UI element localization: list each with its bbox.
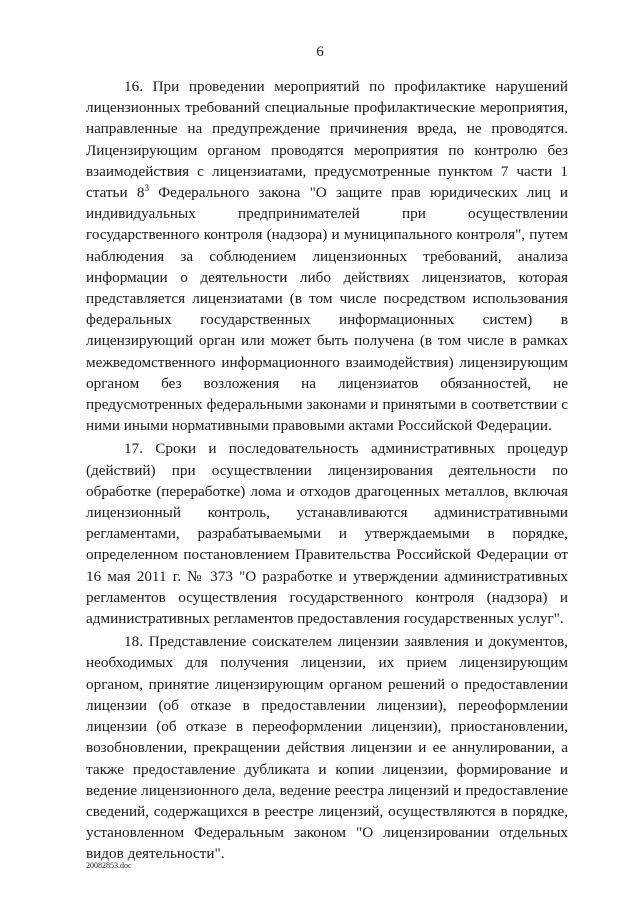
paragraph-16-text-b: Федерального закона "О защите прав юридических лиц и индивидуальных предпринимателей при осуществлении государственного контроля (надзора) и муниципального контроля", путем наблюдения за соблюдением лицензионных требований, анализа информации о деятельности либо действиях лицензиатов, которая представляется лицензиатами (в том числе посредством использования федеральных государственных информационных систем) в лицензирующий орган или может быть получена (в том числе в рамках межведомственного информационного взаимодействия) лицензирующим органом без возложения на лицензиатов обязанностей, не предусмотренных федеральными законами и принятыми в соответствии с ними иными нормативными правовыми актами Российской Федерации. <box>86 184 568 435</box>
document-body <box>86 76 568 867</box>
paragraph-17: 17. Сроки и последовательность административных процедур (действий) при осуществлении лицензирования деятельности по обработке (переработке) лома и отходов драгоценных металлов, включая лицензионный контроль, устанавливаются административными регламентами, разрабатываемыми и утверждаемыми в порядке, определенном постановлением Правительства Российской Федерации от 16 мая 2011 г. № 373 "О разработке и утверждении административных регламентов осуществления государственного контроля (надзора) и административных регламентов предоставления государственных услуг". <box>86 440 568 628</box>
paragraph-18: 18. Представление соискателем лицензии заявления и документов, необходимых для получения лицензии, их прием лицензирующим органом, принятие лицензирующим органом решений о предоставлении лицензии (об отказе в предоставлении лицензии), переоформлении лицензии (об отказе в переоформлении лицензии), приостановлении, возобновлении, прекращении действия лицензии и ее аннулировании, а также предоставление дубликата и копии лицензии, формирование и ведение лицензионного дела, ведение реестра лицензий и предоставление сведений, содержащихся в реестре лицензий, осуществляются в порядке, установленном Федеральным законом "О лицензировании отдельных видов деятельности". <box>86 633 568 863</box>
document-filename: 20082853.doc <box>86 861 132 870</box>
page-number: 6 <box>316 44 324 60</box>
paragraph-16 <box>86 76 568 436</box>
paragraph-16-text-a: 16. При проведении мероприятий по профилактике нарушений лицензионных требований специальные профилактические мероприятия, направленные на предупреждение причинения вреда, не проводятся. Лицензирующим органом проводятся мероприятия по контролю без взаимодействия с лицензиатами, предусмотренные пунктом 7 части 1 статьи 8 <box>86 78 568 202</box>
paragraph-16-superscript: 3 <box>144 182 149 193</box>
